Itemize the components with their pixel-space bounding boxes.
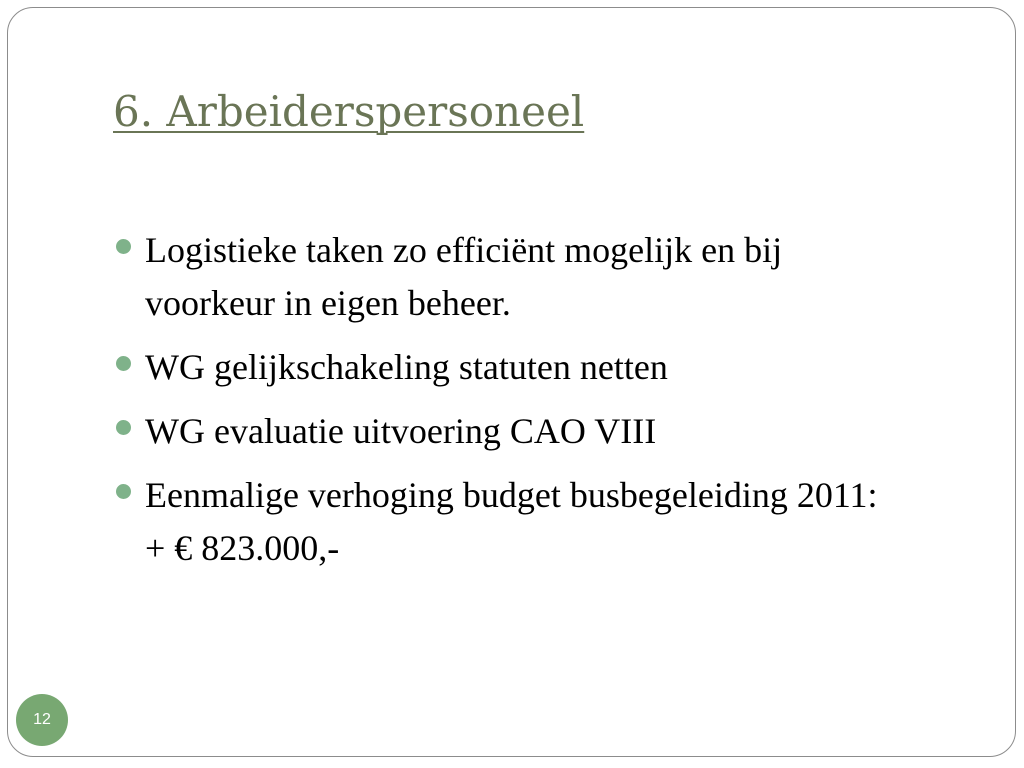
bullet-text: Logistieke taken zo efficiënt mogelijk en bij voorkeur in eigen beheer.	[145, 230, 783, 323]
page-number: 12	[33, 711, 51, 728]
bullet-item	[113, 224, 903, 330]
bullet-text: WG gelijkschakeling statuten netten	[145, 347, 668, 387]
bullet-item	[113, 469, 903, 575]
bullet-list	[113, 224, 903, 586]
bullet-text: WG evaluatie uitvoering CAO VIII	[145, 411, 657, 451]
bullet-item	[113, 405, 903, 458]
bullet-dot-icon	[116, 484, 131, 499]
slide-title: 6. Arbeiderspersoneel	[113, 87, 585, 136]
page-number-badge	[16, 694, 68, 746]
bullet-dot-icon	[116, 239, 131, 254]
bullet-dot-icon	[116, 420, 131, 435]
bullet-dot-icon	[116, 356, 131, 371]
bullet-item	[113, 341, 903, 394]
bullet-text: Eenmalige verhoging budget busbegeleiding 2011: + € 823.000,-	[145, 475, 878, 568]
